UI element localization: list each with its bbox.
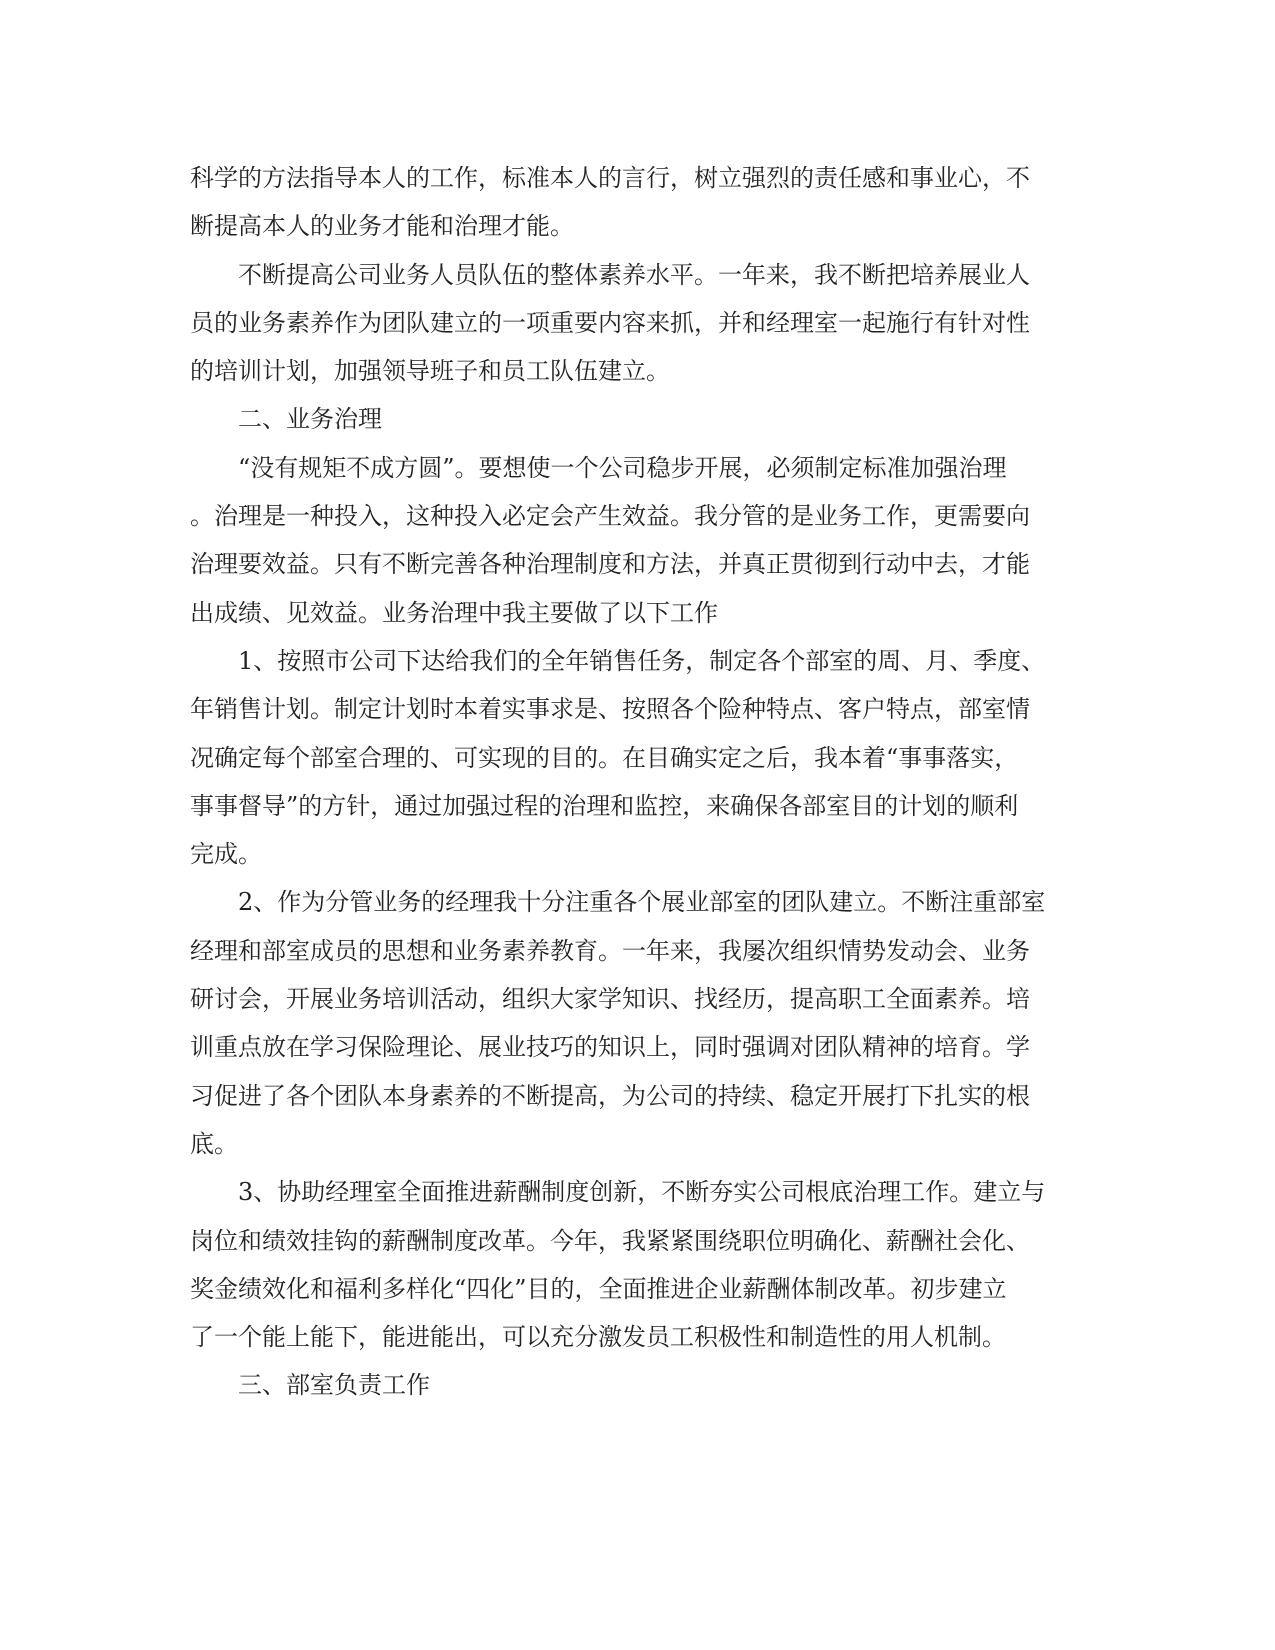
document-body bbox=[190, 154, 1090, 1410]
text-line: 底。 bbox=[190, 1129, 238, 1158]
section-heading bbox=[190, 1361, 1090, 1409]
text-line: 况确定每个部室合理的、可实现的目的。在目确实定之后，我本着“事事落实， bbox=[190, 743, 1019, 772]
text-line: 了一个能上能下，能进能出，可以充分激发员工积极性和制造性的用人机制。 bbox=[190, 1323, 1006, 1352]
text-line: 岗位和绩效挂钩的薪酬制度改革。今年，我紧紧围绕职位明确化、薪酬社会化、 bbox=[190, 1226, 1030, 1255]
text-line: 事事督导”的方针，通过加强过程的治理和监控，来确保各部室目的计划的顺利 bbox=[190, 791, 1019, 820]
text-line: 1、按照市公司下达给我们的全年销售任务，制定各个部室的周、月、季度、 bbox=[238, 646, 1046, 675]
text-line: 年销售计划。制定计划时本着实事求是、按照各个险种特点、客户特点，部室情 bbox=[190, 695, 1030, 724]
text-line: 断提高本人的业务才能和治理才能。 bbox=[190, 212, 574, 241]
text-line: “没有规矩不成方圆”。要想使一个公司稳步开展，必须制定标准加强治理 bbox=[238, 453, 1007, 482]
text-line: 2、作为分管业务的经理我十分注重各个展业部室的团队建立。不断注重部室 bbox=[238, 888, 1046, 917]
paragraph bbox=[190, 251, 1090, 396]
heading-text: 三、部室负责工作 bbox=[238, 1371, 430, 1400]
text-line: 不断提高公司业务人员队伍的整体素养水平。一年来，我不断把培养展业人 bbox=[238, 260, 1030, 289]
text-line: 的培训计划，加强领导班子和员工队伍建立。 bbox=[190, 357, 670, 386]
paragraph bbox=[190, 154, 1090, 251]
section-heading bbox=[190, 395, 1090, 443]
paragraph bbox=[190, 444, 1090, 637]
text-line: 科学的方法指导本人的工作，标准本人的言行，树立强烈的责任感和事业心，不 bbox=[190, 164, 1030, 192]
text-line: 治理要效益。只有不断完善各种治理制度和方法，并真正贯彻到行动中去，才能 bbox=[190, 550, 1030, 579]
text-line: 出成绩、见效益。业务治理中我主要做了以下工作 bbox=[190, 598, 718, 627]
text-line: 。治理是一种投入，这种投入必定会产生效益。我分管的是业务工作，更需要向 bbox=[190, 502, 1030, 531]
text-line: 训重点放在学习保险理论、展业技巧的知识上，同时强调对团队精神的培育。学 bbox=[190, 1033, 1030, 1062]
paragraph bbox=[190, 1168, 1090, 1361]
text-line: 员的业务素养作为团队建立的一项重要内容来抓，并和经理室一起施行有针对性 bbox=[190, 308, 1030, 337]
paragraph bbox=[190, 878, 1090, 1168]
text-line: 研讨会，开展业务培训活动，组织大家学知识、找经历，提高职工全面素养。培 bbox=[190, 985, 1030, 1014]
text-line: 经理和部室成员的思想和业务素养教育。一年来，我屡次组织情势发动会、业务 bbox=[190, 936, 1030, 965]
text-line: 奖金绩效化和福利多样化“四化”目的，全面推进企业薪酬体制改革。初步建立 bbox=[190, 1274, 1007, 1303]
text-line: 3、协助经理室全面推进薪酬制度创新，不断夯实公司根底治理工作。建立与 bbox=[238, 1178, 1046, 1207]
heading-text: 二、业务治理 bbox=[238, 405, 382, 434]
text-line: 完成。 bbox=[190, 840, 262, 869]
paragraph bbox=[190, 637, 1090, 878]
text-line: 习促进了各个团队本身素养的不断提高，为公司的持续、稳定开展打下扎实的根 bbox=[190, 1081, 1030, 1110]
